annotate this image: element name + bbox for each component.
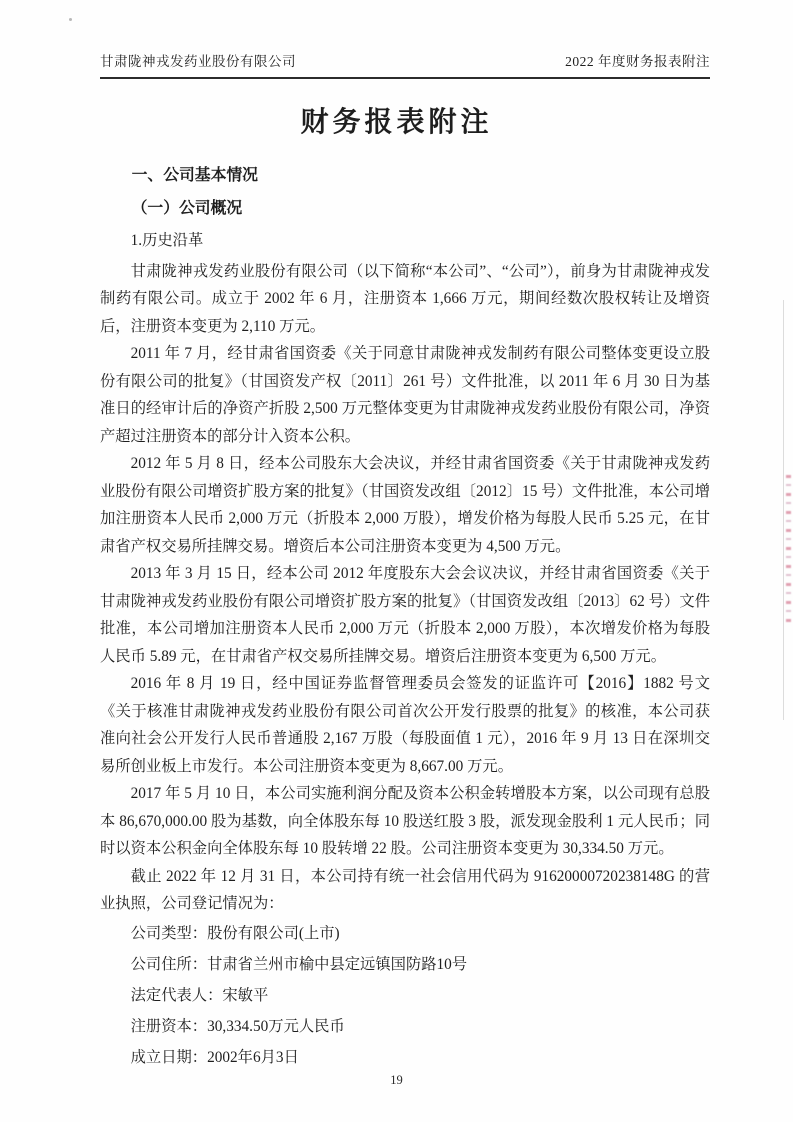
paragraph-2016-ipo: 2016 年 8 月 19 日，经中国证券监督管理委员会签发的证监许可【2016】1882 号文《关于核准甘肃陇神戎发药业股份有限公司首次公开发行股票的批复》的核准，本公司获准向社会公开发行人民币普通股 2,167 万股（每股面值 1 元），2016 年 9 月 13 日在深圳交易所创业板上市发行。本公司注册资本变更为 8,667.00 万元。 — [100, 675, 710, 775]
paragraph-2013-capital-increase: 2013 年 3 月 15 日，经本公司 2012 年度股东大会会议决议，并经甘肃省国资委《关于甘肃陇神戎发药业股份有限公司增资扩股方案的批复》（甘国资发改组〔2013〕62 号）文件批准，本公司增加注册资本人民币 2,000 万元（折股本 2,000 万股），本次增发价格为每股人民币 5.89 元，在甘肃省产权交易所挂牌交易。增资后注册资本变更为 6,500 万元。 — [100, 565, 710, 665]
registration-capital: 注册资本：30,334.50万元人民币 — [130, 1017, 345, 1035]
subsection-heading: （一）公司概况 — [131, 199, 243, 217]
document-body — [100, 160, 710, 1073]
registration-address: 公司住所：甘肃省兰州市榆中县定远镇国防路10号 — [130, 955, 468, 973]
section-heading: 一、公司基本情况 — [131, 167, 258, 184]
red-seal-bleed-artifact — [786, 475, 791, 625]
scan-edge-line-artifact — [783, 300, 784, 720]
header-doc-label: 2022 年度财务报表附注 — [565, 54, 710, 69]
paragraph-2012-capital-increase: 2012 年 5 月 8 日，经本公司股东大会决议，并经甘肃省国资委《关于甘肃陇神戎发药业股份有限公司增资扩股方案的批复》（甘国资发改组〔2012〕15 号）文件批准，本公司增加注册资本人民币 2,000 万元（折股本 2,000 万股），增发价格为每股人民币 5.25 元，在甘肃省产权交易所挂牌交易。增资后本公司注册资本变更为 4,500 万元。 — [100, 455, 710, 555]
paragraph-2017-dividend: 2017 年 5 月 10 日，本公司实施利润分配及资本公积金转增股本方案，以公司现有总股本 86,670,000.00 股为基数，向全体股东每 10 股送红股 3 股，派发现金股利 1 元人民币；同时以资本公积金向全体股东每 10 股转增 22 股。公司注册资本变更为 30,334.50 万元。 — [100, 785, 710, 857]
paragraph-2011-restructure: 2011 年 7 月，经甘肃省国资委《关于同意甘肃陇神戎发制药有限公司整体变更设立股份有限公司的批复》（甘国资发产权〔2011〕261 号）文件批准，以 2011 年 6 月 30 日为基准日的经审计后的净资产折股 2,500 万元整体变更为甘肃陇神戎发药业股份有限公司，净资产超过注册资本的部分计入资本公积。 — [100, 345, 710, 445]
page-header — [100, 50, 710, 79]
page-number: 19 — [390, 1073, 403, 1087]
paragraph-2022-license: 截止 2022 年 12 月 31 日，本公司持有统一社会信用代码为 91620000720238148G 的营业执照，公司登记情况为： — [100, 867, 710, 912]
document-title: 财务报表附注 — [300, 107, 493, 138]
header-company-name: 甘肃陇神戎发药业股份有限公司 — [100, 54, 296, 69]
item-heading: 1.历史沿革 — [130, 232, 204, 249]
scan-speck-artifact — [69, 18, 72, 21]
registration-company-type: 公司类型：股份有限公司(上市) — [130, 924, 340, 942]
registration-founding-date: 成立日期：2002年6月3日 — [130, 1048, 299, 1066]
paragraph-company-intro: 甘肃陇神戎发药业股份有限公司（以下简称“本公司”、“公司”），前身为甘肃陇神戎发制药有限公司。成立于 2002 年 6 月，注册资本 1,666 万元，期间经数次股权转让及增资后，注册资本变更为 2,110 万元。 — [100, 262, 710, 335]
registration-legal-representative: 法定代表人：宋敏平 — [130, 986, 269, 1004]
